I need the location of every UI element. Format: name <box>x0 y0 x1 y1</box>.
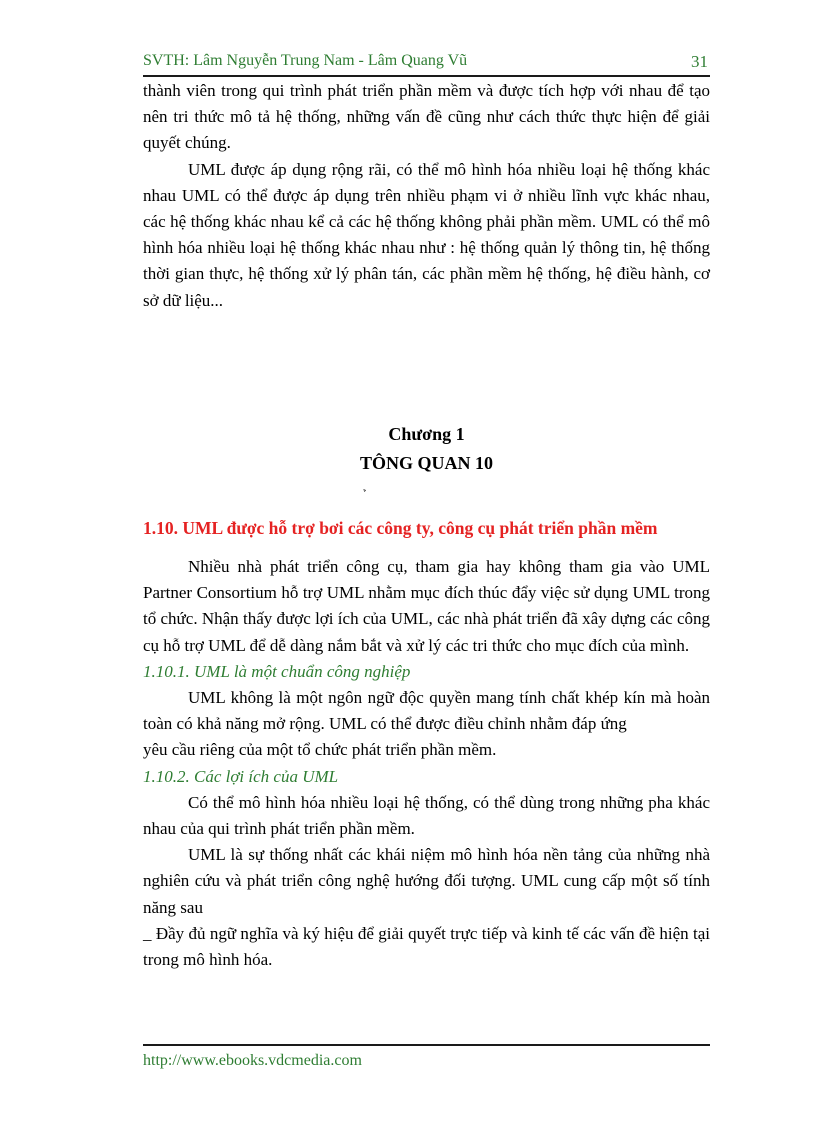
page-number: 31 <box>691 52 708 71</box>
subsection-heading-1: 1.10.1. UML là một chuẩn công nghiệp <box>143 661 411 681</box>
subsection-1-line-2: yêu cầu riêng của một tổ chức phát triển phần mềm. <box>143 740 497 760</box>
footer-url[interactable]: http://www.ebooks.vdcmedia.com <box>143 1052 362 1069</box>
subsection-heading-2: 1.10.2. Các lợi ích của UML <box>143 766 339 786</box>
page-header <box>143 52 710 76</box>
subsection-2-paragraph-2: UML là sự thống nhất các khái niệm mô hình hóa nền tảng của những nhà nghiên cứu và phát triển công nghệ hướng đối tượng. UML cung cấp một số tính năng sau <box>143 845 710 917</box>
section-heading: 1.10. UML được hỗ trợ bơi các công ty, công cụ phát triển phần mềm <box>143 518 658 538</box>
subsection-2-paragraph-3: _ Đầy đủ ngữ nghĩa và ký hiệu để giải quyết trực tiếp và kinh tế các vấn đề hiện tại trong mô hình hóa. <box>143 923 710 970</box>
section-paragraph-1: Nhiều nhà phát triển công cụ, tham gia hay không tham gia vào UML Partner Consortium hỗ trợ UML nhằm mục đích thúc đẩy việc sử dụng UML trong tổ chức. Nhận thấy được lợi ích của UML, các nhà phát triển đã xây dựng các công cụ hỗ trợ UML để dễ dàng nắm bắt và xử lý các tri thức cho mục đích của mình. <box>143 557 710 655</box>
intro-paragraph-2: UML được áp dụng rộng rãi, có thể mô hình hóa nhiều loại hệ thống khác nhau UML có thể được áp dụng trên nhiều phạm vi ở nhiều lĩnh vực khác nhau, các hệ thống khác nhau kể cả các hệ thống không phải phần mềm. UML có thể mô hình hóa nhiều loại hệ thống khác nhau như : hệ thống quản lý thông tin, hệ thống thời gian thực, hệ thống xử lý phân tán, các phần mềm hệ thống, hệ điều hành, cơ sở dữ liệu... <box>143 159 710 310</box>
header-divider <box>143 75 710 77</box>
intro-paragraph-1: thành viên trong qui trình phát triển phần mềm và được tích hợp với nhau để tạo nên tri thức mô tả hệ thống, những vấn đề cũng như cách thức thực hiện để giải quyết chúng. <box>143 81 710 153</box>
chapter-number: Chương 1 <box>388 424 465 444</box>
chapter-title: TÔNG QUAN 10 <box>359 453 493 473</box>
section-body <box>143 554 710 973</box>
footer-divider <box>143 1044 710 1046</box>
subsection-1-line-1: UML không là một ngôn ngữ độc quyền mang tính chất khép kín mà hoàn toàn có khả năng mở rộng. UML có thể được điều chỉnh nhằm đáp ứng <box>143 688 710 734</box>
subsection-2-paragraph-1: Có thể mô hình hóa nhiều loại hệ thống, có thể dùng trong những pha khác nhau của qui trình phát triển phần mềm. <box>143 792 710 839</box>
header-authors: SVTH: Lâm Nguyễn Trung Nam - Lâm Quang Vũ <box>143 52 468 69</box>
intro-text <box>143 78 710 314</box>
